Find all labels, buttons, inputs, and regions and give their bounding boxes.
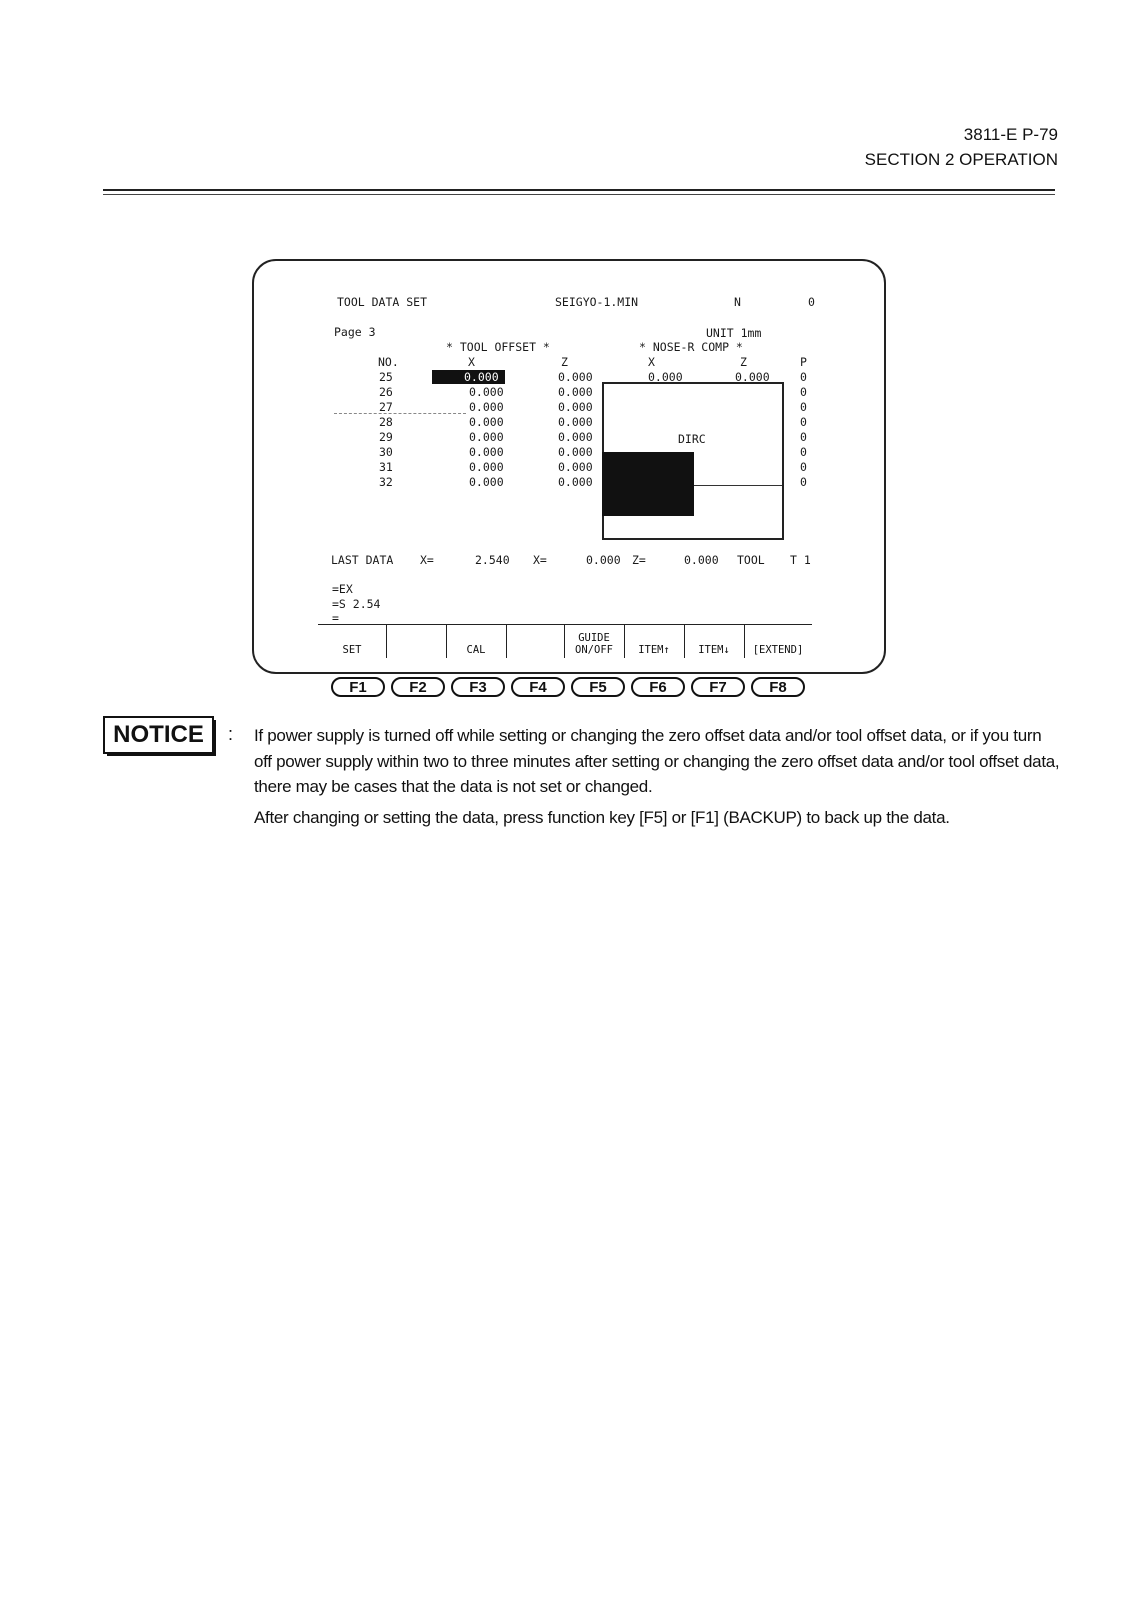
softkey-f1[interactable] (318, 625, 386, 658)
softkey-f1-label: SET (342, 644, 362, 656)
row-no: 27 (379, 400, 393, 414)
row-p: 0 (800, 430, 807, 444)
row-p: 0 (800, 385, 807, 399)
tool-value: T 1 (790, 553, 811, 567)
row-no: 28 (379, 415, 393, 429)
row-no: 26 (379, 385, 393, 399)
screen-title: TOOL DATA SET (337, 295, 428, 309)
dirc-label: DIRC (678, 432, 706, 446)
row-p: 0 (800, 460, 807, 474)
row-x: 0.000 (469, 475, 504, 489)
row-no: 32 (379, 475, 393, 489)
softkey-f8-label: [EXTEND] (752, 644, 804, 656)
row-x: 0.000 (469, 445, 504, 459)
page-indicator: Page 3 (334, 325, 376, 339)
row-x: 0.000 (469, 400, 504, 414)
softkey-bar (318, 624, 812, 658)
row-x: 0.000 (469, 415, 504, 429)
row-z: 0.000 (558, 370, 593, 384)
n-label: N (734, 295, 741, 309)
row-no: 30 (379, 445, 393, 459)
softkey-f5-line2: ON/OFF (575, 644, 613, 656)
last-x-label: X= (420, 553, 434, 567)
row-no: 29 (379, 430, 393, 444)
col-header-no: NO. (378, 355, 399, 369)
row-z: 0.000 (558, 415, 593, 429)
notice-shadow (214, 720, 216, 756)
col-header-x: X (468, 355, 475, 369)
function-key-f8[interactable]: F8 (751, 677, 805, 697)
softkey-f7-label: ITEM↓ (698, 644, 730, 656)
row-no: 31 (379, 460, 393, 474)
function-key-f3[interactable]: F3 (451, 677, 505, 697)
header-rule-thin (103, 194, 1055, 195)
last-z-label: X= (533, 553, 547, 567)
last-z-value: 0.000 (586, 553, 621, 567)
notice-colon: : (228, 724, 234, 744)
section-title: SECTION 2 OPERATION (864, 150, 1058, 169)
softkey-f3-label: CAL (466, 644, 486, 656)
row-no: 25 (379, 370, 393, 384)
function-key-f2[interactable]: F2 (391, 677, 445, 697)
softkey-f5[interactable] (564, 625, 624, 658)
row-x: 0.000 (469, 385, 504, 399)
dirc-tool-shape (602, 452, 694, 516)
last-data-label: LAST DATA (331, 553, 394, 567)
dirc-axis-line (694, 485, 782, 486)
row-z: 0.000 (558, 460, 593, 474)
row-x: 0.000 (469, 460, 504, 474)
row-p: 0 (800, 445, 807, 459)
page-header (865, 122, 1058, 172)
function-key-f7[interactable]: F7 (691, 677, 745, 697)
row-z: 0.000 (558, 400, 593, 414)
softkey-f6[interactable] (624, 625, 684, 658)
row-z: 0.000 (558, 475, 593, 489)
col-header-nose-x: X (648, 355, 655, 369)
program-name: SEIGYO-1.MIN (555, 295, 639, 309)
row-p: 0 (800, 415, 807, 429)
softkey-f4[interactable] (506, 625, 564, 658)
col-header-nose-z: Z (740, 355, 747, 369)
nose-r-title: * NOSE-R COMP * (639, 340, 743, 354)
notice-text (254, 723, 1060, 835)
softkey-f2[interactable] (386, 625, 446, 658)
last-z2-value: 0.000 (684, 553, 719, 567)
input-line-3[interactable]: = (332, 611, 339, 625)
softkey-f3[interactable] (446, 625, 506, 658)
tool-offset-title: * TOOL OFFSET * (446, 340, 550, 354)
nose-x-value: 0.000 (648, 370, 683, 384)
row-x-cursor[interactable]: 0.000 (432, 370, 505, 384)
row-z: 0.000 (558, 430, 593, 444)
notice-label: NOTICE (103, 716, 214, 754)
softkey-f7[interactable] (684, 625, 744, 658)
header-rule (103, 189, 1055, 191)
tool-label: TOOL (737, 553, 765, 567)
function-key-f6[interactable]: F6 (631, 677, 685, 697)
function-key-f5[interactable]: F5 (571, 677, 625, 697)
input-line-2: =S 2.54 (332, 597, 381, 611)
notice-paragraph-2: After changing or setting the data, press function key [F5] or [F1] (BACKUP) to back up the data. (254, 807, 950, 827)
row-p: 0 (800, 400, 807, 414)
scan-artifact-line (334, 413, 466, 414)
notice-shadow (107, 754, 216, 756)
last-z2-label: Z= (632, 553, 646, 567)
doc-number: 3811-E P-79 (963, 125, 1058, 144)
notice-paragraph-1: If power supply is turned off while setting or changing the zero offset data and/or tool offset data, or if you turn off power supply within two to three minutes after setting or changing the zero offset data and/or tool offset data, there may be cases that the data is not set or changed. (254, 726, 1060, 796)
last-x-value: 2.540 (475, 553, 510, 567)
col-header-p: P (800, 355, 807, 369)
unit-indicator: UNIT 1mm (706, 326, 762, 340)
function-key-f1[interactable]: F1 (331, 677, 385, 697)
row-p: 0 (800, 475, 807, 489)
input-line-1: =EX (332, 582, 353, 596)
function-key-f4[interactable]: F4 (511, 677, 565, 697)
softkey-f8[interactable] (744, 625, 812, 658)
row-p: 0 (800, 370, 807, 384)
row-z: 0.000 (558, 385, 593, 399)
softkey-f5-line1: GUIDE (578, 632, 610, 644)
row-x: 0.000 (469, 430, 504, 444)
row-z: 0.000 (558, 445, 593, 459)
nose-z-value: 0.000 (735, 370, 770, 384)
o-value: 0 (808, 295, 815, 309)
col-header-z: Z (561, 355, 568, 369)
softkey-f6-label: ITEM↑ (638, 644, 670, 656)
